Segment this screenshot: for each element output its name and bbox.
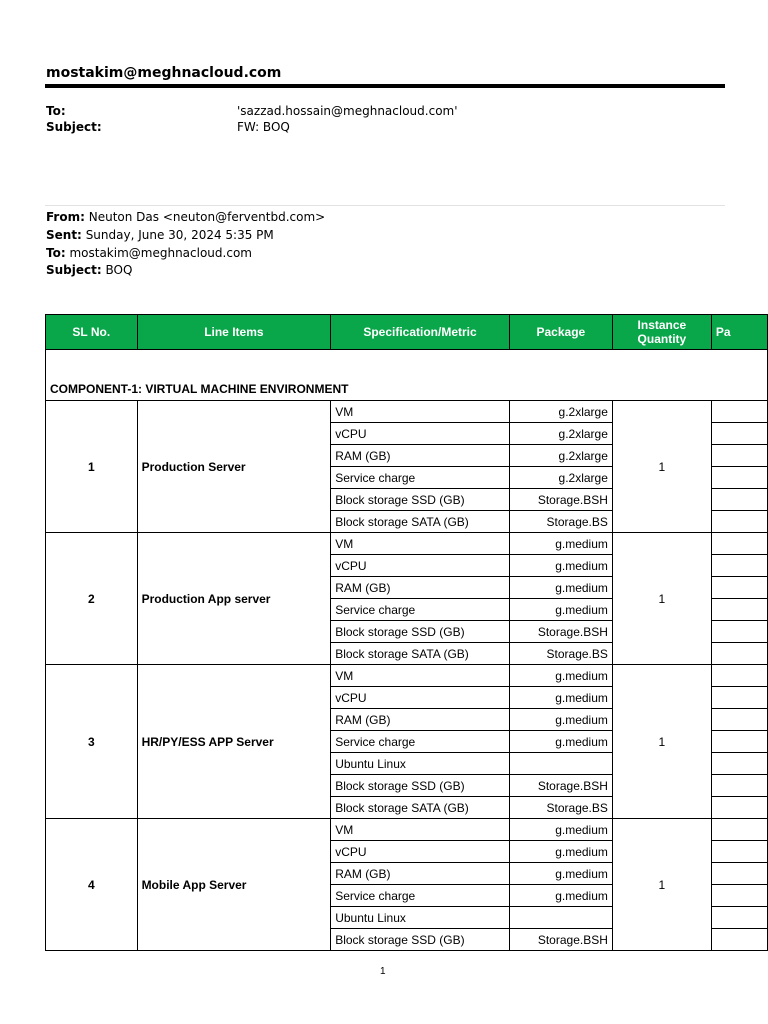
spec-cell: vCPU (331, 555, 510, 577)
package-cell: Storage.BSH (509, 489, 612, 511)
spec-cell: Block storage SSD (GB) (331, 929, 510, 951)
forward-divider (45, 205, 725, 206)
fwd-from (46, 210, 325, 224)
truncated-column-cell (711, 929, 767, 951)
fwd-to-label: To: (46, 246, 66, 260)
header-package: Package (509, 315, 612, 350)
line-item-cell: Mobile App Server (137, 819, 331, 951)
spec-cell: vCPU (331, 423, 510, 445)
truncated-column-cell (711, 797, 767, 819)
spec-cell: VM (331, 665, 510, 687)
fwd-sent-label: Sent: (46, 228, 82, 242)
package-cell: g.2xlarge (509, 401, 612, 423)
spec-cell: VM (331, 401, 510, 423)
package-cell: g.medium (509, 687, 612, 709)
header-instance-quantity: Instance Quantity (612, 315, 711, 350)
fwd-from-value[interactable]: Neuton Das <neuton@ferventbd.com> (88, 210, 326, 224)
truncated-column-cell (711, 401, 767, 423)
truncated-column-cell (711, 423, 767, 445)
package-cell: Storage.BS (509, 643, 612, 665)
truncated-column-cell (711, 467, 767, 489)
sl-no-cell: 3 (46, 665, 138, 819)
line-item-cell: Production App server (137, 533, 331, 665)
package-cell: g.2xlarge (509, 445, 612, 467)
spec-cell: Block storage SATA (GB) (331, 511, 510, 533)
truncated-column-cell (711, 687, 767, 709)
package-cell: Storage.BS (509, 511, 612, 533)
package-cell: g.2xlarge (509, 423, 612, 445)
table-row (46, 533, 768, 555)
package-cell: g.medium (509, 885, 612, 907)
truncated-column-cell (711, 445, 767, 467)
fwd-to-value[interactable]: mostakim@meghnacloud.com (69, 246, 252, 260)
spec-cell: RAM (GB) (331, 445, 510, 467)
package-cell: g.medium (509, 863, 612, 885)
spec-cell: Service charge (331, 731, 510, 753)
component-title: COMPONENT-1: VIRTUAL MACHINE ENVIRONMENT (46, 350, 768, 401)
header-line-items: Line Items (137, 315, 331, 350)
package-cell: g.2xlarge (509, 467, 612, 489)
header-sl-no: SL No. (46, 315, 138, 350)
spec-cell: vCPU (331, 687, 510, 709)
truncated-column-cell (711, 555, 767, 577)
boq-table (45, 314, 768, 951)
truncated-column-cell (711, 885, 767, 907)
sl-no-cell: 2 (46, 533, 138, 665)
truncated-column-cell (711, 819, 767, 841)
fwd-from-label: From: (46, 210, 85, 224)
quantity-cell: 1 (612, 665, 711, 819)
spec-cell: Service charge (331, 467, 510, 489)
spec-cell: Block storage SSD (GB) (331, 775, 510, 797)
package-cell: g.medium (509, 665, 612, 687)
spec-cell: Block storage SATA (GB) (331, 643, 510, 665)
truncated-column-cell (711, 709, 767, 731)
truncated-column-cell (711, 489, 767, 511)
to-value[interactable]: 'sazzad.hossain@meghnacloud.com' (237, 104, 458, 118)
table-header-row (46, 315, 768, 350)
package-cell: Storage.BSH (509, 775, 612, 797)
package-cell: g.medium (509, 731, 612, 753)
quantity-cell: 1 (612, 819, 711, 951)
subject-value: FW: BOQ (237, 120, 290, 134)
truncated-column-cell (711, 533, 767, 555)
fwd-sent (46, 228, 274, 242)
subject-label: Subject: (46, 120, 102, 134)
line-item-cell: Production Server (137, 401, 331, 533)
package-cell: Storage.BSH (509, 621, 612, 643)
package-cell: g.medium (509, 599, 612, 621)
fwd-sent-value: Sunday, June 30, 2024 5:35 PM (85, 228, 274, 242)
table-row (46, 819, 768, 841)
fwd-subject (46, 263, 132, 277)
spec-cell: RAM (GB) (331, 863, 510, 885)
sl-no-cell: 1 (46, 401, 138, 533)
spec-cell: VM (331, 533, 510, 555)
email-sender: mostakim@meghnacloud.com (46, 65, 282, 81)
spec-cell: Service charge (331, 885, 510, 907)
spec-cell: Service charge (331, 599, 510, 621)
package-cell: g.medium (509, 555, 612, 577)
sl-no-cell: 4 (46, 819, 138, 951)
component-row (46, 350, 768, 401)
truncated-column-cell (711, 621, 767, 643)
spec-cell: Block storage SSD (GB) (331, 621, 510, 643)
package-cell: g.medium (509, 577, 612, 599)
header-specification: Specification/Metric (331, 315, 510, 350)
spec-cell: VM (331, 819, 510, 841)
truncated-column-cell (711, 907, 767, 929)
line-item-cell: HR/PY/ESS APP Server (137, 665, 331, 819)
spec-cell: Ubuntu Linux (331, 753, 510, 775)
page-number: 1 (380, 966, 386, 977)
header-rule (45, 84, 725, 88)
package-cell: g.medium (509, 709, 612, 731)
spec-cell: RAM (GB) (331, 709, 510, 731)
package-cell: g.medium (509, 841, 612, 863)
truncated-column-cell (711, 841, 767, 863)
truncated-column-cell (711, 577, 767, 599)
package-cell: g.medium (509, 533, 612, 555)
table-row (46, 665, 768, 687)
package-cell: g.medium (509, 819, 612, 841)
truncated-column-cell (711, 775, 767, 797)
package-cell (509, 753, 612, 775)
truncated-column-cell (711, 643, 767, 665)
truncated-column-cell (711, 511, 767, 533)
package-cell: Storage.BSH (509, 929, 612, 951)
truncated-column-cell (711, 863, 767, 885)
truncated-column-cell (711, 753, 767, 775)
fwd-subject-value: BOQ (105, 263, 133, 277)
header-truncated-column: Pa (711, 315, 767, 350)
truncated-column-cell (711, 731, 767, 753)
table-row (46, 401, 768, 423)
spec-cell: Ubuntu Linux (331, 907, 510, 929)
spec-cell: vCPU (331, 841, 510, 863)
quantity-cell: 1 (612, 533, 711, 665)
truncated-column-cell (711, 665, 767, 687)
spec-cell: RAM (GB) (331, 577, 510, 599)
package-cell (509, 907, 612, 929)
truncated-column-cell (711, 599, 767, 621)
quantity-cell: 1 (612, 401, 711, 533)
fwd-subject-label: Subject: (46, 263, 102, 277)
spec-cell: Block storage SSD (GB) (331, 489, 510, 511)
to-label: To: (46, 104, 66, 118)
package-cell: Storage.BS (509, 797, 612, 819)
spec-cell: Block storage SATA (GB) (331, 797, 510, 819)
fwd-to (46, 246, 252, 260)
